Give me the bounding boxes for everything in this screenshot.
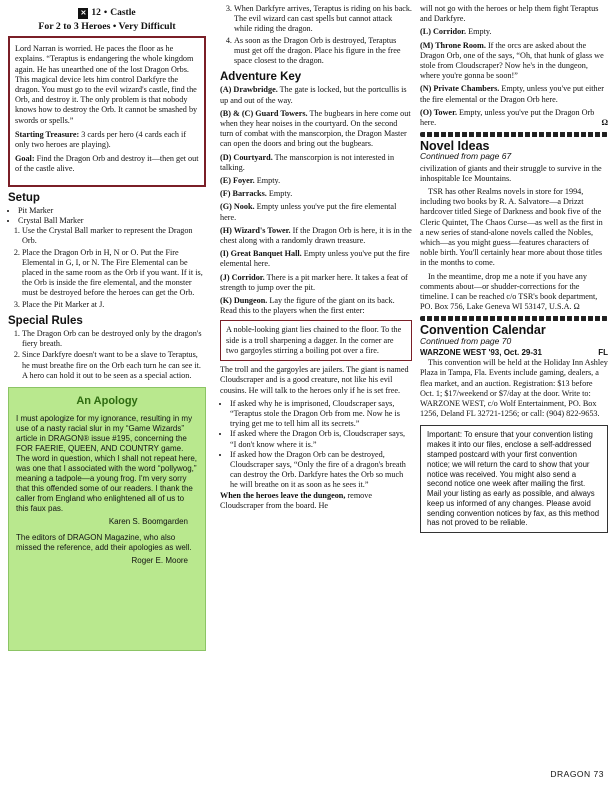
omega-icon: Ω (573, 302, 580, 312)
setup-step: 3. Place the Pit Marker at J. (22, 300, 206, 310)
key-label: (D) Courtyard. (220, 152, 273, 162)
key-entry (420, 84, 608, 104)
novel-paragraph: TSR has other Realms novels in store for 1994, including two books by R. A. Salvatore—a Drizzt hardcover titled Siege of Darkness and book five of the Cleric Quintet, The Chaos Curse—as well as the first in a new series of stand-alone novels called the Nobles, which—as you might guess—features characters of noble birth. You'll certainly hear more about those titles in the months to come. (420, 187, 603, 268)
special-rules-continued (220, 4, 412, 66)
special-rule: 3. When Darkfyre arrives, Teraptus is riding on his back. The evil wizard can cast spells but cannot attack while riding the dragon. (234, 4, 412, 35)
key-label: (H) Wizard's Tower. (220, 225, 291, 235)
key-entry (220, 202, 412, 222)
special-rule: 4. As soon as the Dragon Orb is destroyed, Teraptus must get off the dragon. Place his figure in the free space closest to the dragon. (234, 36, 412, 67)
goal (15, 154, 199, 174)
adventure-title: Castle (110, 8, 136, 19)
column-left (8, 4, 206, 651)
omega-icon: Ω (601, 118, 608, 128)
novel-ideas-heading: Novel Ideas (420, 139, 490, 154)
special-rules-heading: Special Rules (8, 314, 83, 327)
key-label: (E) Foyer. (220, 176, 255, 186)
key-text: The gate is locked, but the portcullis is up and out of the way. (220, 85, 407, 105)
key-text: If the orcs are asked about the Dragon Orb, one of the says, “Oh, that hunk of glass we stole from Cloudscraper? Now he's in the dungeon, where you're gonna be soon!” (420, 40, 604, 81)
special-rule: 2. Since Darkfyre doesn't want to be a slave to Teraptus, he must breathe fire on the Orb each turn he can see it. A hero can hold it out to be seen as a special action. (22, 350, 206, 381)
intro-box (8, 36, 206, 186)
key-text: Empty unless you've put the fire elemental here. (220, 249, 410, 269)
event-details: This convention will be held at the Holiday Inn Ashley Plaza in Tampa, Fla. Events include gaming, dealers, a flea market, and an auction. Registration: $13 before Oct. 1; $17/weekend or $7/day at the door. Write to: WARZONE WEST, c/o Wolf Entertainment, PO. Box 1256, Deland FL 32721-1256; or call: (904) 822-9653. (420, 358, 608, 419)
castle-icon: ✕ (78, 8, 88, 19)
key-label: (J) Corridor. (220, 272, 265, 282)
adventure-subtitle: For 2 to 3 Heroes • Very Difficult (38, 21, 176, 32)
key-label: (B) & (C) Guard Towers. (220, 108, 308, 118)
key-entry (220, 226, 412, 246)
answer-item: • If asked where the Dragon Orb is, Cloudscraper says, “I don't know where it is.” (230, 429, 412, 449)
key-entry (220, 176, 412, 186)
section-divider (420, 132, 608, 137)
key-text: Empty, unless you've put either the fire elemental or the Dragon Orb here. (420, 84, 604, 104)
apology-editors: The editors of DRAGON Magazine, who also missed the reference, add their apologies as well. (16, 533, 192, 553)
editor-signature: Roger E. Moore (131, 556, 188, 566)
key-label: (N) Private Chambers. (420, 84, 500, 94)
read-aloud-box: A noble-looking giant lies chained to the floor. To the side is a troll sharpening a dagger. In the corner are two gargoyles stirring a boiling pot over a fire. (220, 320, 412, 361)
key-text: Empty. (466, 27, 492, 37)
continued-text: will not go with the heroes or help them fight Teraptus and Darkfyre. (420, 4, 599, 24)
giant-answers (220, 399, 412, 491)
key-label: (O) Tower. (420, 107, 457, 117)
special-rules-list (8, 329, 206, 381)
goal-label: Goal: (15, 154, 35, 164)
adventure-key-heading: Adventure Key (220, 71, 302, 84)
convention-heading: Convention Calendar (420, 323, 546, 338)
convention-notice-box: Important: To ensure that your convention listing makes it into our files, enclose a self-addressed stamped postcard with your first convention notice; we will return the card to show that your notice was received. You might also send a second notice one week after mailing the first. Mail your listing as early as possible, and always keep us informed of any changes. Please avoid sending convention notices by fax, as this method has not proved to be reliable. (420, 425, 608, 533)
key-text: The bugbears in here come out when they hear noises in the courtyard. On the second turn of combat with the manscorpion, the Dragon Master can open the doors and bring out the bugbears. (220, 108, 411, 149)
key-text: Empty. (254, 176, 281, 186)
key-entry (220, 249, 412, 269)
key-entry (420, 27, 608, 37)
leave-label: When the heroes leave the dungeon, (220, 490, 346, 500)
event-header (420, 348, 608, 358)
key-entry (220, 273, 412, 293)
bullet-separator: • (103, 8, 108, 19)
troll-paragraph: The troll and the gargoyles are jailers. The giant is named Cloudscraper and is a good creature, not like his evil cousins. He will talk to the heroes only if he is set free. (220, 365, 409, 395)
key-label: (K) Dungeon. (220, 296, 268, 306)
key-entry (220, 296, 412, 316)
key-entry (420, 41, 608, 82)
key-label: (M) Throne Room. (420, 40, 486, 50)
setup-step: 1. Use the Crystal Ball marker to represent the Dragon Orb. (22, 226, 206, 246)
key-label: (A) Drawbridge. (220, 85, 278, 95)
setup-heading: Setup (8, 191, 40, 204)
special-rule: 1. The Dragon Orb can be destroyed only by the dragon's fiery breath. (22, 329, 206, 349)
answer-item: • If asked how the Dragon Orb can be destroyed, Cloudscraper says, “Only the fire of a dragon's breath can destroy the Orb. Darkfyre hates the Orb so much he will breathe on it as soon as he sees it.” (230, 450, 412, 491)
event-state: FL (598, 347, 608, 357)
setup-step: 2. Place the Dragon Orb in H, N or O. Put the Fire Elemental in G, I, or N. The Fire Elemental can be placed in the same room as the Orb if you want. If it is, the Orb is inside the fire elemental, and the monster must be destroyed before the heroes can get the Orb. (22, 248, 206, 299)
treasure-label: Starting Treasure: (15, 129, 80, 139)
key-label: (G) Nook. (220, 202, 255, 212)
column-right (420, 4, 608, 533)
key-entry (220, 85, 412, 105)
apology-box (8, 387, 206, 651)
intro-text: Lord Narran is worried. He paces the floor as he explains. “Teraptus is endangering the whole kingdom again. He has unearthed one of the lost Dragon Orbs. This magical device lets him control Darkfyre the dragon. You must go to the evil wizard's castle, find the Orb, and destroy it. The only problem is that nobody knows how to destroy the Orb. It cannot be smashed by swords or spells.” (15, 44, 198, 125)
key-entry (220, 153, 412, 173)
key-text: Empty unless you've put the fire elemental here. (220, 202, 397, 222)
key-label: (I) Great Banquet Hall. (220, 249, 302, 259)
key-entry (420, 108, 608, 128)
apology-body: I must apologize for my ignorance, resulting in my use of a nasty racial slur in my “Game Wizards” article in DRAGON® issue #195, concerning the FOR FAERIE, QUEEN, AND COUNTRY game. The word in question, which I shall not repeat here, was one that I associated with the word “pollywog,” meaning a tadpole—a young frog. I'm very sorry that this offended some of our readers. I thank the caller from England who enlightened all of us to this faux pas. (16, 414, 197, 514)
convention-continued: Continued from page 70 (420, 335, 512, 346)
adventure-header (8, 8, 206, 19)
leave-text: remove Cloudscraper from the board. He (220, 490, 373, 510)
goal-text: Find the Dragon Orb and destroy it—then get out of the castle alive. (15, 154, 199, 174)
setup-bullet: • Pit Marker (18, 206, 206, 216)
adventure-number: 12 (91, 8, 101, 19)
novel-paragraph: civilization of giants and their struggle to survive in the inhospitable Ice Mountains. (420, 163, 602, 183)
starting-treasure (15, 130, 199, 150)
key-text: If the Dragon Orb is here, it is in the chest along with a randomly drawn treasure. (220, 225, 412, 246)
column-middle (220, 4, 412, 514)
leave-dungeon (220, 491, 412, 511)
key-text: The manscorpion is not interested in talking. (220, 152, 395, 172)
setup-bullet: • Crystal Ball Marker (18, 216, 206, 226)
key-entry (220, 189, 412, 199)
section-divider (420, 316, 608, 321)
setup-steps (8, 226, 206, 310)
key-text: Lay the figure of the giant on its back. Read this to the players when the first enter: (220, 296, 395, 316)
apology-title: An Apology (76, 395, 138, 408)
event-name: WARZONE WEST '93, Oct. 29-31 (420, 347, 542, 357)
key-label: (F) Barracks. (220, 189, 267, 199)
key-text: Empty, unless you've put the Dragon Orb here. (420, 107, 595, 128)
key-text: There is a pit marker here. It takes a feat of strength to jump over the pit. (220, 272, 408, 292)
page-footer: DRAGON 73 (550, 769, 604, 779)
setup-bullets (8, 206, 206, 226)
key-text: Empty. (266, 189, 293, 199)
key-entry (220, 109, 412, 150)
treasure-text: 3 cards per hero (4 cards each if only two heroes are playing). (15, 129, 187, 150)
apology-signature: Karen S. Boomgarden (108, 517, 188, 527)
novel-continued: Continued from page 67 (420, 151, 512, 162)
novel-text: In the meantime, drop me a note if you have any comments about—or shudder-corrections for the timeline. I can be reached c/o TSR's book department, PO. Box 756, Lake Geneva WI 53147, U.S.A. (420, 271, 598, 312)
key-label: (L) Corridor. (420, 27, 467, 37)
novel-paragraph (420, 272, 608, 313)
answer-item: • If asked why he is imprisoned, Cloudscraper says, “Teraptus stole the Dragon Orb from me. Now he is trying get me to tell him all its secrets.” (230, 399, 412, 430)
